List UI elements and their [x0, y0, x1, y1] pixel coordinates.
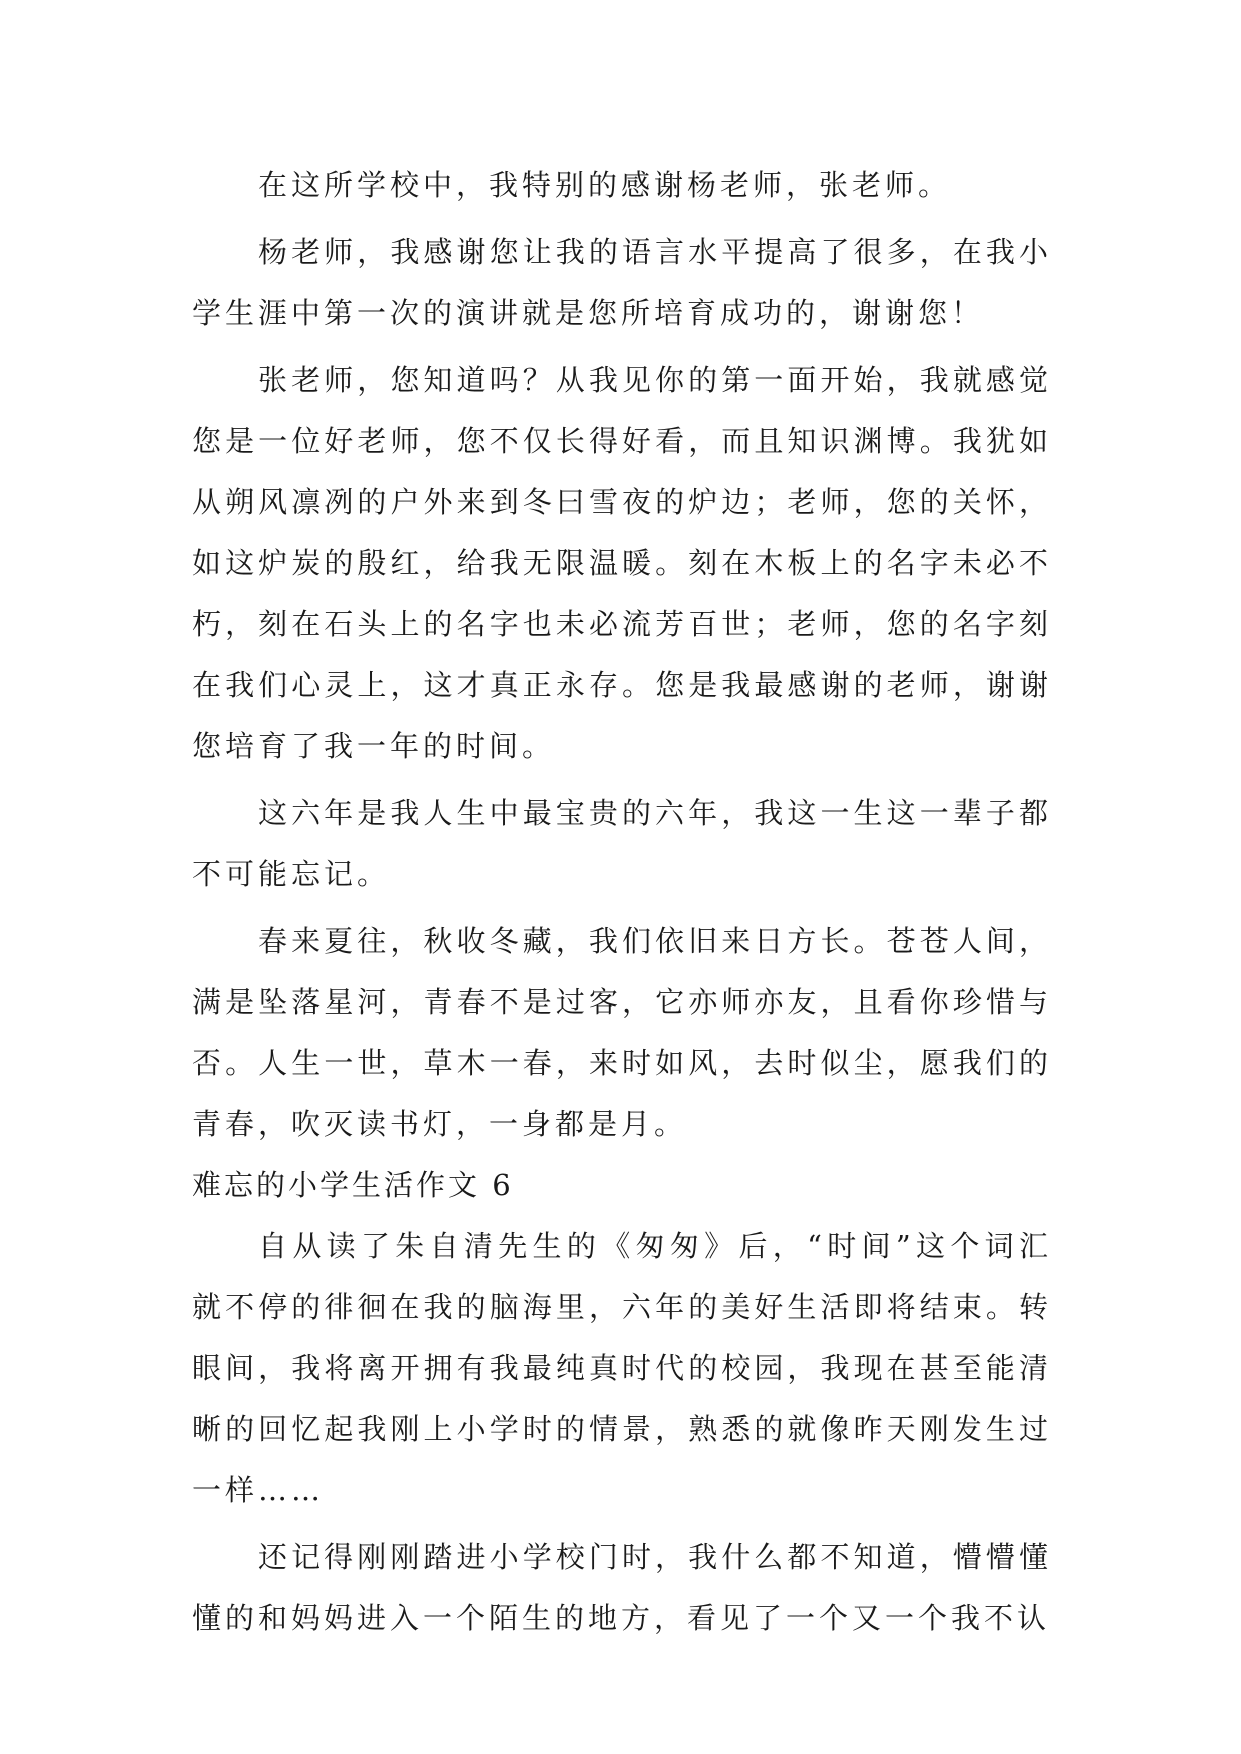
essay-heading: 难忘的小学生活作文 6 — [192, 1168, 514, 1202]
paragraph-six-years: 这六年是我人生中最宝贵的六年，我这一生这一辈子都不可能忘记。 — [192, 796, 1052, 891]
paragraph-youth: 春来夏往，秋收冬藏，我们依旧来日方长。苍苍人间，满是坠落星河，青春不是过客，它亦师亦友，且看你珍惜与否。人生一世，草木一春，来时如风，去时似尘，愿我们的青春，吹灭读书灯，一身都是月。 — [192, 924, 1052, 1141]
paragraph-first-day: 还记得刚刚踏进小学校门时，我什么都不知道，懵懵懂懂的和妈妈进入一个陌生的地方，看见了一个又一个我不认 — [192, 1540, 1052, 1635]
paragraph-time-intro: 自从读了朱自清先生的《匆匆》后，“时间”这个词汇就不停的徘徊在我的脑海里，六年的美好生活即将结束。转眼间，我将离开拥有我最纯真时代的校园，我现在甚至能清晰的回忆起我刚上小学时的情景，熟悉的就像昨天刚发生过一样…… — [192, 1229, 1052, 1507]
document-body — [192, 155, 1052, 1649]
paragraph-teacher-zhang: 张老师，您知道吗？从我见你的第一面开始，我就感觉您是一位好老师，您不仅长得好看，而且知识渊博。我犹如从朔风凛冽的户外来到冬曰雪夜的炉边；老师，您的关怀，如这炉炭的殷红，给我无限温暖。刻在木板上的名字未必不朽，刻在石头上的名字也未必流芳百世；老师，您的名字刻在我们心灵上，这才真正永存。您是我最感谢的老师，谢谢您培育了我一年的时间。 — [192, 363, 1052, 763]
paragraph-teacher-yang: 杨老师，我感谢您让我的语言水平提高了很多，在我小学生涯中第一次的演讲就是您所培育成功的，谢谢您！ — [192, 235, 1052, 330]
paragraph-thanks-teachers: 在这所学校中，我特别的感谢杨老师，张老师。 — [258, 168, 952, 202]
